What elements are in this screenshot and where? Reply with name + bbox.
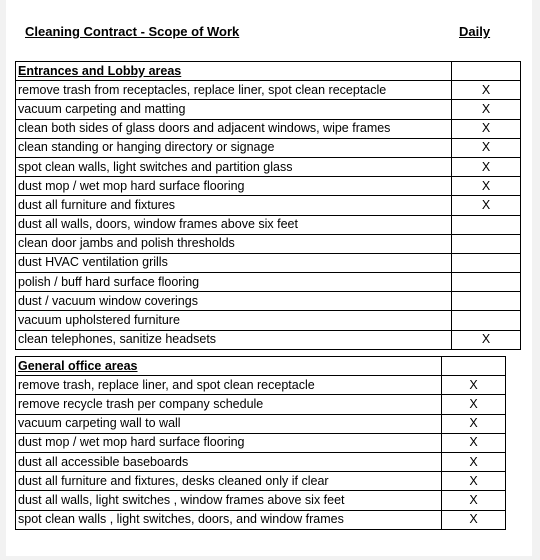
daily-mark-cell [452,311,521,330]
table-row [16,215,521,234]
table-row [16,157,521,176]
daily-mark-cell: X [452,177,521,196]
table-row [16,376,506,395]
daily-mark-cell: X [442,452,506,471]
task-cell: vacuum carpeting and matting [16,100,452,119]
table-row [16,177,521,196]
task-cell: dust mop / wet mop hard surface flooring [16,433,442,452]
table-row [16,100,521,119]
task-cell: dust HVAC ventilation grills [16,253,452,272]
daily-mark-cell: X [442,491,506,510]
table-row [16,395,506,414]
task-cell: vacuum carpeting wall to wall [16,414,442,433]
task-cell: spot clean walls, light switches and partition glass [16,157,452,176]
daily-mark-cell: X [452,119,521,138]
document-title: Cleaning Contract - Scope of Work [25,24,240,39]
section-heading: Entrances and Lobby areas [16,62,452,81]
section-heading-daily-cell [452,62,521,81]
entrances-lobby-table [15,61,521,350]
daily-mark-cell: X [452,138,521,157]
task-cell: dust / vacuum window coverings [16,292,452,311]
task-cell: polish / buff hard surface flooring [16,273,452,292]
daily-mark-cell: X [442,433,506,452]
task-cell: dust all furniture and fixtures [16,196,452,215]
daily-mark-cell [452,253,521,272]
daily-mark-cell: X [452,330,521,349]
task-cell: clean telephones, sanitize headsets [16,330,452,349]
task-cell: remove trash, replace liner, and spot clean receptacle [16,376,442,395]
task-cell: remove recycle trash per company schedule [16,395,442,414]
table-row [16,138,521,157]
table-row [16,234,521,253]
table-row [16,253,521,272]
daily-mark-cell: X [452,100,521,119]
table-row [16,433,506,452]
task-cell: remove trash from receptacles, replace liner, spot clean receptacle [16,81,452,100]
daily-mark-cell [452,215,521,234]
general-office-table [15,356,506,530]
table-row [16,119,521,138]
task-cell: vacuum upholstered furniture [16,311,452,330]
task-cell: spot clean walls , light switches, doors, and window frames [16,510,442,529]
task-cell: dust all accessible baseboards [16,452,442,471]
daily-mark-cell: X [452,157,521,176]
daily-mark-cell: X [452,196,521,215]
daily-mark-cell: X [442,472,506,491]
table-row [16,414,506,433]
task-cell: clean both sides of glass doors and adjacent windows, wipe frames [16,119,452,138]
daily-mark-cell [452,234,521,253]
table-row [16,472,506,491]
task-cell: dust all walls, doors, window frames above six feet [16,215,452,234]
daily-mark-cell [452,273,521,292]
section-heading: General office areas [16,357,442,376]
daily-mark-cell: X [442,414,506,433]
section-heading-row [16,62,521,81]
daily-mark-cell [452,292,521,311]
table-row [16,510,506,529]
task-cell: dust all walls, light switches , window frames above six feet [16,491,442,510]
daily-mark-cell: X [442,376,506,395]
section-heading-daily-cell [442,357,506,376]
daily-mark-cell: X [442,395,506,414]
table-row [16,273,521,292]
section-heading-row [16,357,506,376]
table-row [16,452,506,471]
table-row [16,292,521,311]
task-cell: dust mop / wet mop hard surface flooring [16,177,452,196]
daily-mark-cell: X [452,81,521,100]
task-cell: clean standing or hanging directory or signage [16,138,452,157]
daily-mark-cell: X [442,510,506,529]
task-cell: dust all furniture and fixtures, desks cleaned only if clear [16,472,442,491]
table-row [16,330,521,349]
table-row [16,196,521,215]
table-row [16,491,506,510]
table-row [16,311,521,330]
daily-column-header: Daily [459,24,491,39]
task-cell: clean door jambs and polish thresholds [16,234,452,253]
table-row [16,81,521,100]
